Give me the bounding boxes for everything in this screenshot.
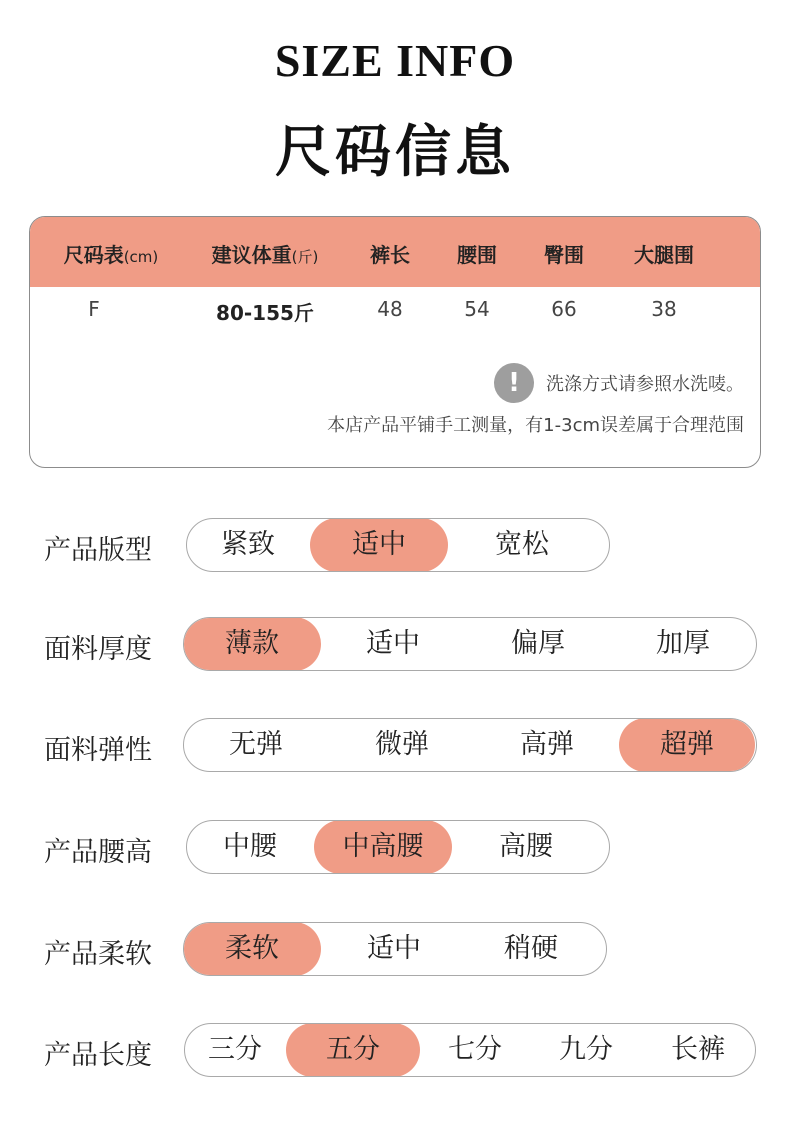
fabric-thickness-label: 面料厚度 [44, 634, 152, 665]
softness-option[interactable]: 适中 [367, 933, 421, 964]
fabric-elasticity-option[interactable]: 无弹 [229, 729, 283, 760]
softness-selector [183, 922, 607, 976]
value-size: F [88, 297, 100, 321]
softness-option[interactable]: 柔软 [183, 922, 321, 976]
header-size: 尺码表(cm) [63, 243, 159, 267]
value-thigh: 38 [651, 297, 677, 321]
fabric-elasticity-option[interactable]: 超弹 [619, 718, 755, 772]
fabric-elasticity-selector [183, 718, 757, 772]
waist-height-option[interactable]: 中高腰 [314, 820, 452, 874]
softness-label: 产品柔软 [44, 939, 152, 970]
title-chinese: 尺码信息 [275, 120, 515, 185]
length-option[interactable]: 九分 [559, 1034, 613, 1065]
value-hip: 66 [551, 297, 577, 321]
fabric-thickness-selector [183, 617, 757, 671]
title-english: SIZE INFO [274, 35, 516, 86]
fabric-thickness-option[interactable]: 偏厚 [511, 628, 565, 659]
size-table-header [30, 217, 760, 287]
length-option[interactable]: 七分 [448, 1034, 502, 1065]
size-table-card [29, 216, 761, 468]
header-weight: 建议体重(斤) [211, 243, 319, 267]
value-length: 48 [377, 297, 403, 321]
wash-note-row [494, 363, 744, 403]
waist-height-selector [186, 820, 610, 874]
value-weight: 80-155斤 [216, 301, 314, 325]
length-option[interactable]: 五分 [286, 1023, 420, 1077]
fabric-thickness-option[interactable]: 适中 [366, 628, 420, 659]
header-thigh: 大腿围 [634, 243, 694, 267]
softness-option[interactable]: 稍硬 [504, 933, 558, 964]
waist-height-label: 产品腰高 [44, 837, 152, 868]
fabric-elasticity-label: 面料弹性 [44, 735, 152, 766]
fabric-thickness-option[interactable]: 薄款 [183, 617, 321, 671]
wash-note: 洗涤方式请参照水洗唛。 [546, 374, 744, 395]
product-fit-option[interactable]: 紧致 [221, 529, 275, 560]
header-waist: 腰围 [457, 243, 497, 267]
exclamation-icon: ! [494, 363, 534, 403]
measure-note: 本店产品平铺手工测量，有1-3cm误差属于合理范围 [327, 415, 744, 436]
length-option[interactable]: 三分 [208, 1034, 262, 1065]
length-selector [184, 1023, 756, 1077]
fabric-elasticity-option[interactable]: 高弹 [520, 729, 574, 760]
fabric-thickness-option[interactable]: 加厚 [656, 628, 710, 659]
header-hip: 臀围 [544, 243, 584, 267]
fabric-elasticity-option[interactable]: 微弹 [375, 729, 429, 760]
value-waist: 54 [464, 297, 490, 321]
waist-height-option[interactable]: 中腰 [223, 831, 277, 862]
length-option[interactable]: 长裤 [671, 1034, 725, 1065]
length-label: 产品长度 [44, 1040, 152, 1071]
product-fit-option[interactable]: 适中 [310, 518, 448, 572]
header-length: 裤长 [370, 243, 410, 267]
product-fit-option[interactable]: 宽松 [495, 529, 549, 560]
product-fit-label: 产品版型 [44, 535, 152, 566]
product-fit-selector [186, 518, 610, 572]
waist-height-option[interactable]: 高腰 [499, 831, 553, 862]
